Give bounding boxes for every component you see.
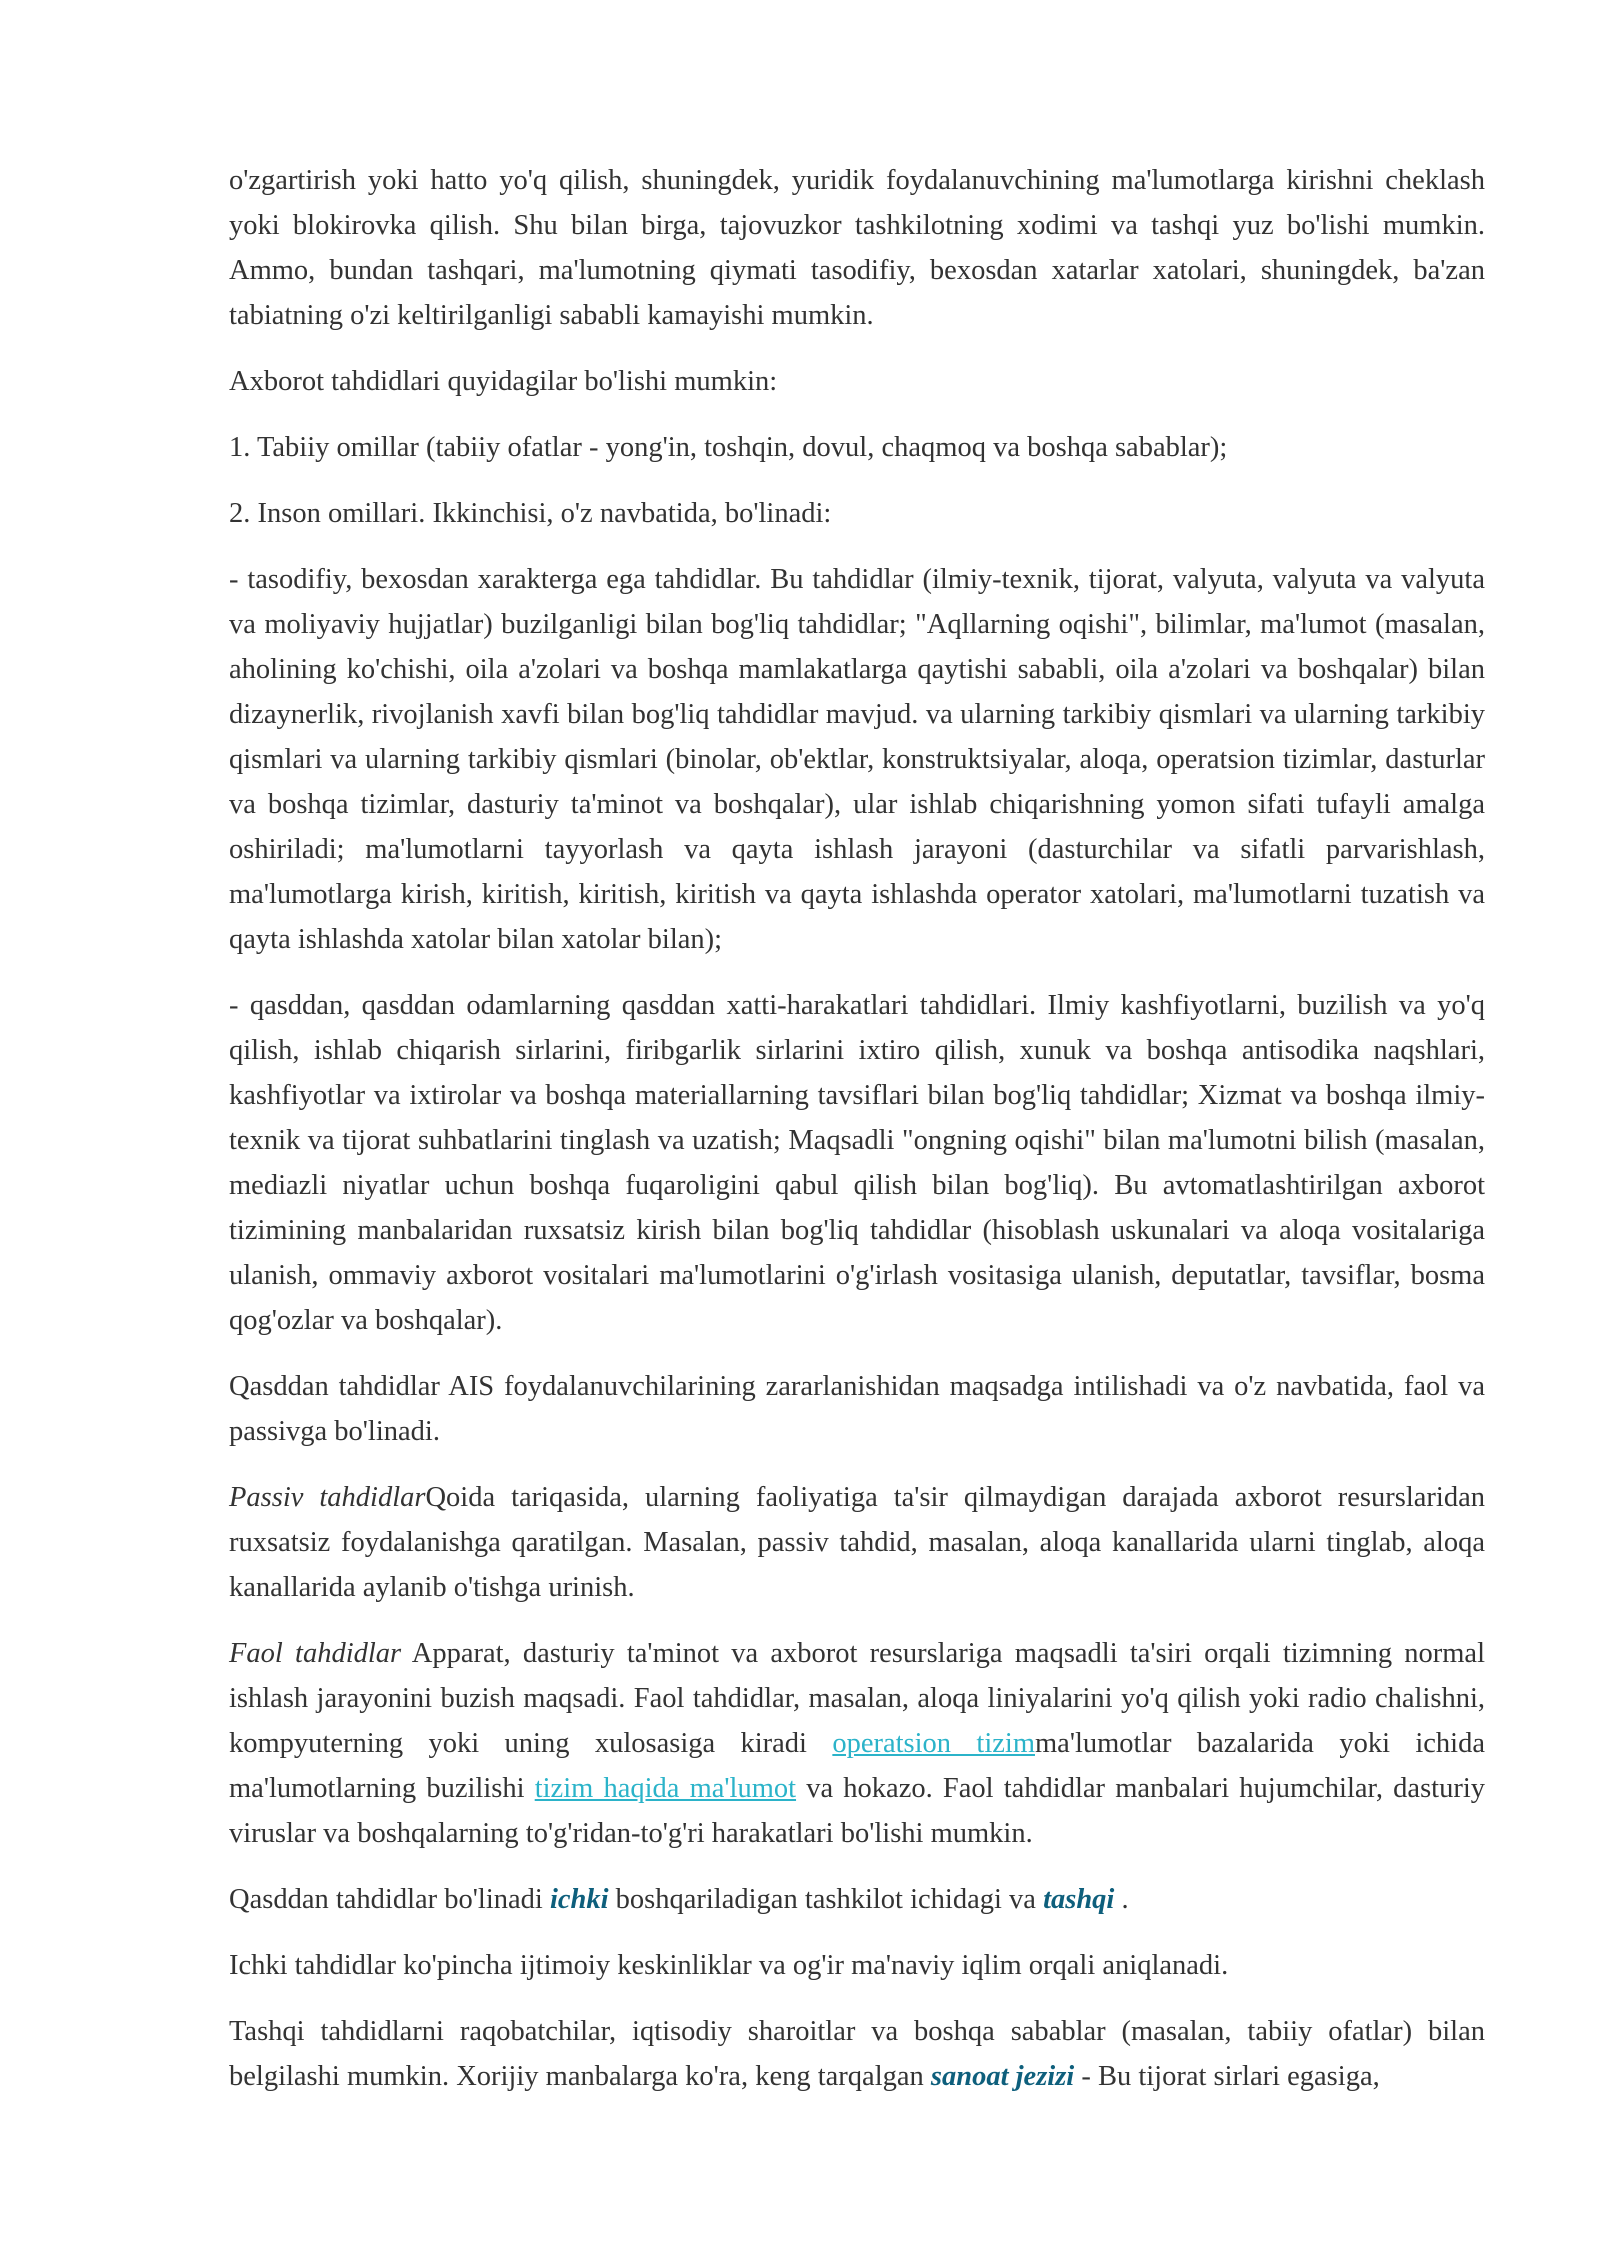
paragraph-8-text: Qoida tariqasida, ularning faoliyatiga ta'sir qilmaydigan darajada axborot resurslaridan ruxsatsiz foydalanishga qaratilgan. Masalan, passiv tahdid, masalan, aloqa kanallarida ularni tinglab, aloqa kanallarida aylanib o'tishga urinish.	[229, 1482, 1485, 1603]
link-industrial-espionage[interactable]: sanoat jezizi	[930, 2061, 1075, 2092]
paragraph-11: Ichki tahdidlar ko'pincha ijtimoiy keskinliklar va og'ir ma'naviy iqlim orqali aniqlanadi.	[229, 1950, 1229, 1981]
paragraph-1: o'zgartirish yoki hatto yo'q qilish, shuningdek, yuridik foydalanuvchining ma'lumotlarga kirishni cheklash yoki blokirovka qilish. Shu bilan birga, tajovuzkor tashkilotning xodimi va tashqi yuz bo'lishi mumkin. Ammo, bundan tashqari, ma'lumotning qiymati tasodifiy, bexosdan xatarlar xatolari, shuningdek, ba'zan tabiatning o'zi keltirilganligi sababli kamayishi mumkin.	[229, 165, 1485, 331]
link-internal[interactable]: ichki	[549, 1884, 609, 1915]
link-operating-system[interactable]: operatsion tizim	[832, 1728, 1035, 1759]
paragraph-12	[229, 2009, 1485, 2099]
paragraph-4: 2. Inson omillari. Ikkinchisi, o'z navbatida, bo'linadi:	[229, 498, 832, 529]
paragraph-10	[229, 1877, 1485, 1922]
term-passive-threats: Passiv tahdidlar	[229, 1482, 426, 1513]
paragraph-2: Axborot tahdidlari quyidagilar bo'lishi mumkin:	[229, 366, 778, 397]
paragraph-5: - tasodifiy, bexosdan xarakterga ega tahdidlar. Bu tahdidlar (ilmiy-texnik, tijorat, valyuta, valyuta va valyuta va moliyaviy hujjatlar) buzilganligi bilan bog'liq tahdidlar; "Aqllarning oqishi", bilimlar, ma'lumot (masalan, aholining ko'chishi, oila a'zolari va boshqa mamlakatlarga qaytishi sababli, oila a'zolari va boshqalar) bilan dizaynerlik, rivojlanish xavfi bilan bog'liq tahdidlar mavjud. va ularning tarkibiy qismlari va ularning tarkibiy qismlari va ularning tarkibiy qismlari (binolar, ob'ektlar, konstruktsiyalar, aloqa, operatsion tizimlar, dasturlar va boshqa tizimlar, dasturiy ta'minot va boshqalar), ular ishlab chiqarishning yomon sifati tufayli amalga oshiriladi; ma'lumotlarni tayyorlash va qayta ishlash jarayoni (dasturchilar va sifatli parvarishlash, ma'lumotlarga kirish, kiritish, kiritish, kiritish va qayta ishlashda operator xatolari, ma'lumotlarni tuzatish va qayta ishlashda xatolar bilan xatolar bilan);	[229, 564, 1485, 955]
paragraph-10-text-c: .	[1114, 1884, 1129, 1915]
link-system-info[interactable]: tizim haqida ma'lumot	[534, 1773, 797, 1804]
paragraph-10-text-b: boshqariladigan tashkilot ichidagi va	[608, 1884, 1044, 1915]
paragraph-9-text-c: va hokazo. Faol tahdidlar manbalari hujumchilar, dasturiy viruslar va boshqalarning to'g'ridan-to'g'ri harakatlari bo'lishi mumkin.	[229, 1773, 1485, 1849]
paragraph-12-text-a: Tashqi tahdidlarni raqobatchilar, iqtisodiy sharoitlar va boshqa sabablar (masalan, tabiiy ofatlar) bilan belgilashi mumkin. Xorijiy manbalarga ko'ra, keng tarqalgan	[229, 2016, 1485, 2092]
paragraph-9-text-a: Apparat, dasturiy ta'minot va axborot resurslariga maqsadli ta'siri orqali tizimning normal ishlash jarayonini buzish maqsadi. Faol tahdidlar, masalan, aloqa liniyalarini yo'q qilish yoki radio chalishni, kompyuterning yoki uning xulosasiga kiradi	[229, 1638, 1485, 1759]
paragraph-7: Qasddan tahdidlar AIS foydalanuvchilarining zararlanishidan maqsadga intilishadi va o'z navbatida, faol va passivga bo'linadi.	[229, 1371, 1485, 1447]
term-active-threats: Faol tahdidlar	[229, 1638, 402, 1669]
paragraph-12-text-b: - Bu tijorat sirlari egasiga,	[1074, 2061, 1380, 2092]
paragraph-10-text-a: Qasddan tahdidlar bo'linadi	[229, 1884, 550, 1915]
paragraph-9	[229, 1631, 1485, 1856]
link-external[interactable]: tashqi	[1043, 1884, 1115, 1915]
document-page	[229, 158, 1485, 2120]
paragraph-3: 1. Tabiiy omillar (tabiiy ofatlar - yong'in, toshqin, dovul, chaqmoq va boshqa sabablar);	[229, 432, 1228, 463]
paragraph-6: - qasddan, qasddan odamlarning qasddan xatti-harakatlari tahdidlari. Ilmiy kashfiyotlarni, buzilish va yo'q qilish, ishlab chiqarish sirlarini, firibgarlik sirlarini ixtiro qilish, xunuk va boshqa antisodika naqshlari, kashfiyotlar va ixtirolar va boshqa materiallarning tavsiflari bilan bog'liq tahdidlar; Xizmat va boshqa ilmiy-texnik va tijorat suhbatlarini tinglash va uzatish; Maqsadli "ongning oqishi" bilan ma'lumotni bilish (masalan, mediazli niyatlar uchun boshqa fuqaroligini qabul qilish bilan bog'liq). Bu avtomatlashtirilgan axborot tizimining manbalaridan ruxsatsiz kirish bilan bog'liq tahdidlar (hisoblash uskunalari va aloqa vositalariga ulanish, ommaviy axborot vositalari ma'lumotlarini o'g'irlash vositasiga ulanish, deputatlar, tavsiflar, bosma qog'ozlar va boshqalar).	[229, 990, 1485, 1336]
paragraph-9-text-b: ma'lumotlar bazalarida yoki ichida ma'lumotlarning buzilishi	[229, 1728, 1485, 1804]
paragraph-8	[229, 1475, 1485, 1610]
